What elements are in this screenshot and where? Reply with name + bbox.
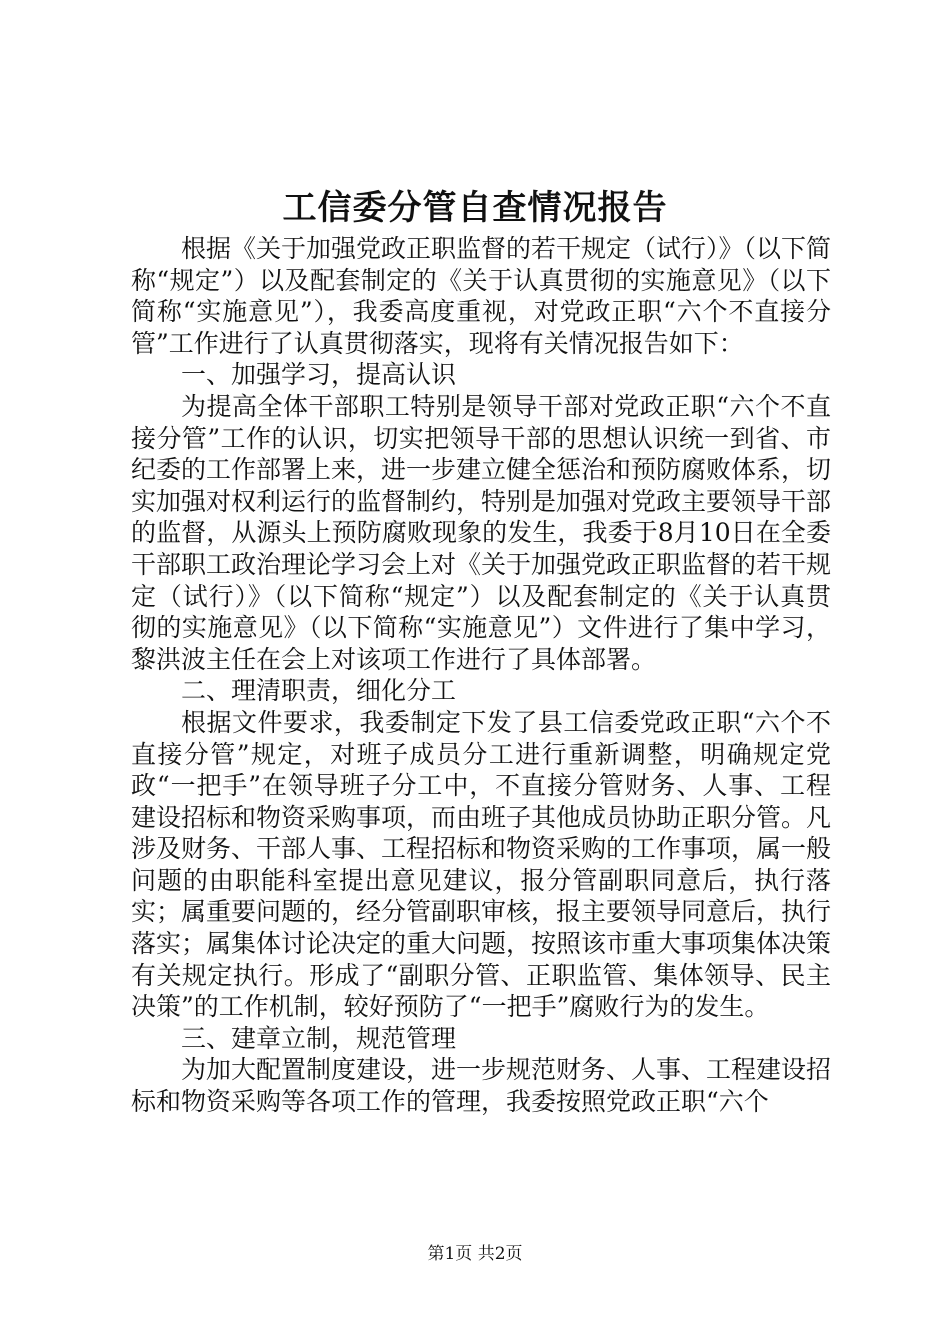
- page-number-footer: 第1页 共2页: [427, 1244, 523, 1264]
- section-paragraph-3: 为加大配置制度建设，进一步规范财务、人事、工程建设招标和物资采购等各项工作的管理，我委按照党政正职“六个: [131, 1055, 832, 1117]
- section-paragraph-2: 根据文件要求，我委制定下发了县工信委党政正职“六个不直接分管”规定，对班子成员分工进行重新调整，明确规定党政“一把手”在领导班子分工中，不直接分管财务、人事、工程建设招标和物资采购事项，而由班子其他成员协助正职分管。凡涉及财务、干部人事、工程招标和物资采购的工作事项，属一般问题的由职能科室提出意见建议，报分管副职同意后，执行落实；属重要问题的，经分管副职审核，报主要领导同意后，执行落实；属集体讨论决定的重大问题，按照该市重大事项集体决策有关规定执行。形成了“副职分管、正职监管、集体领导、民主决策”的工作机制，较好预防了“一把手”腐败行为的发生。: [131, 707, 832, 1022]
- intro-paragraph: 根据《关于加强党政正职监督的若干规定（试行）》（以下简称“规定”）以及配套制定的《关于认真贯彻的实施意见》（以下简称“实施意见”），我委高度重视，对党政正职“六个不直接分管”工作进行了认真贯彻落实，现将有关情况报告如下：: [131, 234, 832, 358]
- section-paragraph-1: 为提高全体干部职工特别是领导干部对党政正职“六个不直接分管”工作的认识，切实把领导干部的思想认识统一到省、市纪委的工作部署上来，进一步建立健全惩治和预防腐败体系，切实加强对权利运行的监督制约，特别是加强对党政主要领导干部的监督，从源头上预防腐败现象的发生，我委于8月10日在全委干部职工政治理论学习会上对《关于加强党政正职监督的若干规定（试行）》（以下简称“规定”）以及配套制定的《关于认真贯彻的实施意见》（以下简称“实施意见”）文件进行了集中学习，黎洪波主任在会上对该项工作进行了具体部署。: [131, 391, 832, 674]
- section-heading-2: 二、理清职责，细化分工: [181, 676, 457, 706]
- section-heading-1: 一、加强学习，提高认识: [181, 360, 457, 390]
- document-body: [131, 233, 831, 1118]
- document-title: 工信委分管自查情况报告: [282, 188, 668, 228]
- section-heading-3: 三、建章立制，规范管理: [181, 1023, 457, 1053]
